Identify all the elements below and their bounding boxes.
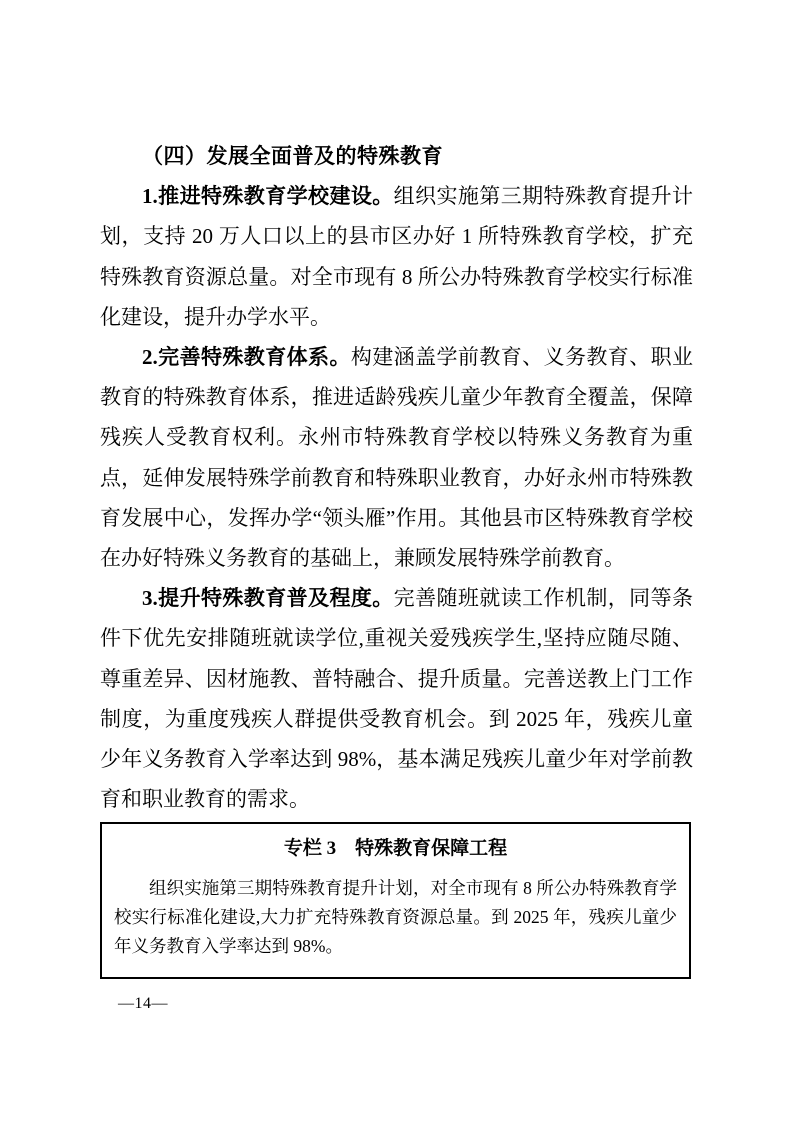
special-education-project-box bbox=[100, 822, 691, 979]
box-body: 组织实施第三期特殊教育提升计划，对全市现有 8 所公办特殊教育学校实行标准化建设,大力扩充特殊教育资源总量。到 2025 年，残疾儿童少年义务教育入学率达到 98%。 bbox=[114, 878, 677, 957]
box-title: 专栏 3 特殊教育保障工程 bbox=[283, 838, 508, 860]
paragraph-3-lead: 3.提升特殊教育普及程度。 bbox=[142, 586, 394, 611]
paragraph-school-construction bbox=[100, 176, 693, 337]
section-heading: （四）发展全面普及的特殊教育 bbox=[142, 144, 443, 168]
paragraph-1-text: 组织实施第三期特殊教育提升计划，支持 20 万人口以上的县市区办好 1 所特殊教育学校，扩充特殊教育资源总量。对全市现有 8 所公办特殊教育学校实行标准化建设，提升办学水平。 bbox=[100, 184, 694, 329]
paragraph-education-system bbox=[100, 337, 693, 578]
paragraph-1-lead: 1.推进特殊教育学校建设。 bbox=[142, 184, 394, 209]
paragraph-3-text: 完善随班就读工作机制，同等条件下优先安排随班就读学位,重视关爱残疾学生,坚持应随尽随、尊重差异、因材施教、普特融合、提升质量。完善送教上门工作制度，为重度残疾人群提供受教育机会。到 2025 年，残疾儿童少年义务教育入学率达到 98%，基本满足残疾儿童少年对学前教育和职业教育的需求。 bbox=[100, 586, 694, 812]
page-content bbox=[100, 136, 693, 979]
page-number: —14— bbox=[118, 995, 168, 1012]
paragraph-2-lead: 2.完善特殊教育体系。 bbox=[142, 345, 351, 370]
paragraph-2-text: 构建涵盖学前教育、义务教育、职业教育的特殊教育体系，推进适龄残疾儿童少年教育全覆盖，保障残疾人受教育权利。永州市特殊教育学校以特殊义务教育为重点，延伸发展特殊学前教育和特殊职业教育，办好永州市特殊教育发展中心，发挥办学“领头雁”作用。其他县市区特殊教育学校在办好特殊义务教育的基础上，兼顾发展特殊学前教育。 bbox=[100, 345, 694, 571]
paragraph-popularization bbox=[100, 578, 693, 819]
